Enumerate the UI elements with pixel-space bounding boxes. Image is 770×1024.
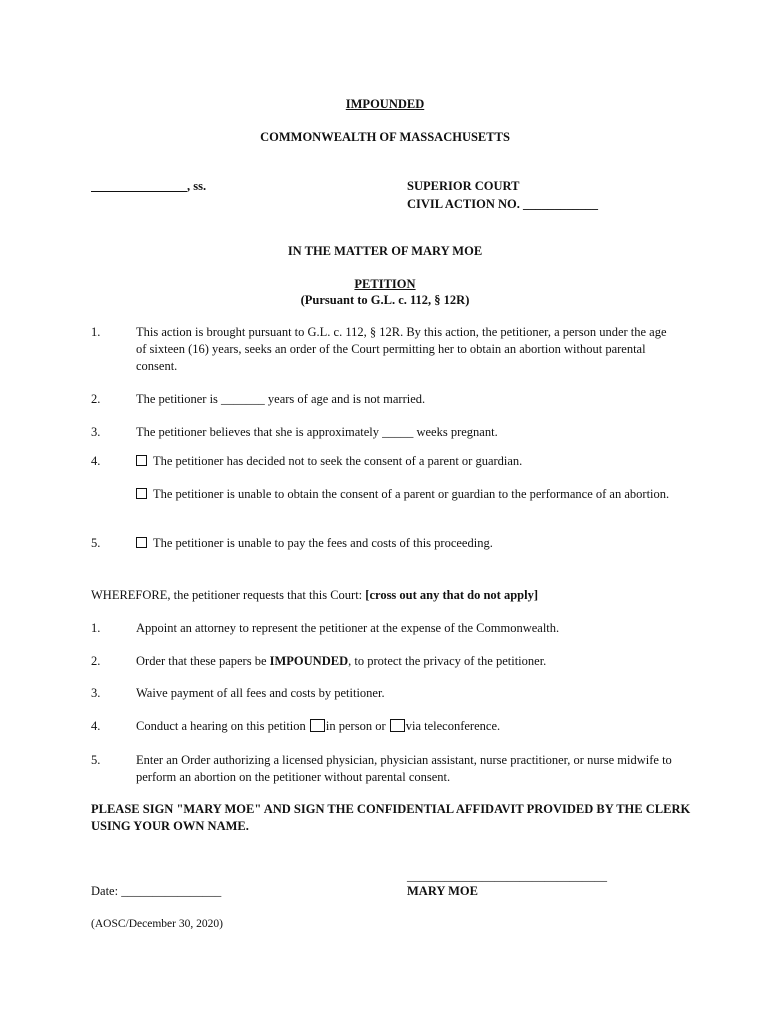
paragraph-number: 4.	[91, 454, 101, 468]
court-name: SUPERIOR COURT	[407, 179, 520, 193]
signature-line[interactable]: ________________________________	[407, 869, 607, 883]
civil-action-number: CIVIL ACTION NO. ____________	[407, 197, 598, 211]
checkbox-in-person[interactable]	[310, 719, 325, 732]
request-number: 3.	[91, 686, 101, 700]
paragraph-option	[136, 453, 522, 469]
checkbox-unable-to-pay-fees[interactable]	[136, 537, 147, 548]
date-field[interactable]: Date: ________________	[91, 884, 222, 898]
request-impounded-emphasis: IMPOUNDED	[269, 654, 349, 668]
county-blank	[91, 178, 187, 192]
county-field	[91, 178, 206, 194]
option-text: The petitioner has decided not to seek the consent of a parent or guardian.	[153, 454, 523, 468]
paragraph-option	[136, 485, 686, 504]
petition-title: PETITION	[354, 277, 416, 291]
request-text-pre: Conduct a hearing on this petition	[136, 719, 309, 733]
petition-subtitle: (Pursuant to G.L. c. 112, § 12R)	[300, 293, 470, 307]
commonwealth-heading: COMMONWEALTH OF MASSACHUSETTS	[260, 130, 510, 144]
option-in-person-label: in person or	[325, 719, 389, 733]
paragraph-number: 5.	[91, 536, 101, 550]
paragraph-text: The petitioner is _______ years of age and is not married.	[136, 392, 426, 406]
request-text	[136, 718, 500, 734]
checkbox-no-consent-sought[interactable]	[136, 455, 147, 466]
wherefore-instruction: [cross out any that do not apply]	[365, 588, 538, 602]
paragraph-number: 2.	[91, 392, 101, 406]
request-text: Waive payment of all fees and costs by petitioner.	[136, 686, 385, 700]
county-suffix: , ss.	[187, 179, 207, 193]
paragraph-text: This action is brought pursuant to G.L. c. 112, § 12R. By this action, the petitioner, a person under the age of sixteen (16) years, seeks an order of the Court permitting her to obtain an abortion without parental consent.	[136, 325, 667, 373]
checkbox-unable-to-obtain-consent[interactable]	[136, 488, 147, 499]
request-number: 5.	[91, 753, 101, 767]
request-text-pre: Order that these papers be	[136, 654, 270, 668]
option-text: The petitioner is unable to pay the fees and costs of this proceeding.	[153, 536, 493, 550]
impounded-heading: IMPOUNDED	[345, 97, 425, 111]
form-footer: (AOSC/December 30, 2020)	[91, 918, 223, 930]
paragraph-number: 1.	[91, 325, 101, 339]
paragraph-number: 3.	[91, 425, 101, 439]
request-text	[136, 653, 546, 669]
request-text: Appoint an attorney to represent the petitioner at the expense of the Commonwealth.	[136, 621, 560, 635]
wherefore-text: WHEREFORE, the petitioner requests that this Court:	[91, 588, 366, 602]
request-number: 2.	[91, 654, 101, 668]
signature-name: MARY MOE	[407, 884, 478, 898]
request-text: Enter an Order authorizing a licensed physician, physician assistant, nurse practitioner, or nurse midwife to perform an abortion on the petitioner without parental consent.	[136, 753, 672, 784]
checkbox-teleconference[interactable]	[390, 719, 405, 732]
option-text: The petitioner is unable to obtain the consent of a parent or guardian to the performance of an abortion.	[153, 487, 670, 501]
option-teleconference-label: via teleconference.	[405, 719, 501, 733]
paragraph-option	[136, 535, 493, 551]
signing-instruction: PLEASE SIGN "MARY MOE" AND SIGN THE CONFIDENTIAL AFFIDAVIT PROVIDED BY THE CLERK USING YOUR OWN NAME.	[91, 802, 691, 833]
request-text-post: , to protect the privacy of the petitioner.	[348, 654, 547, 668]
request-number: 4.	[91, 719, 101, 733]
request-number: 1.	[91, 621, 101, 635]
paragraph-text: The petitioner believes that she is approximately _____ weeks pregnant.	[136, 425, 498, 439]
matter-title: IN THE MATTER OF MARY MOE	[287, 244, 483, 258]
wherefore-clause	[91, 587, 538, 603]
